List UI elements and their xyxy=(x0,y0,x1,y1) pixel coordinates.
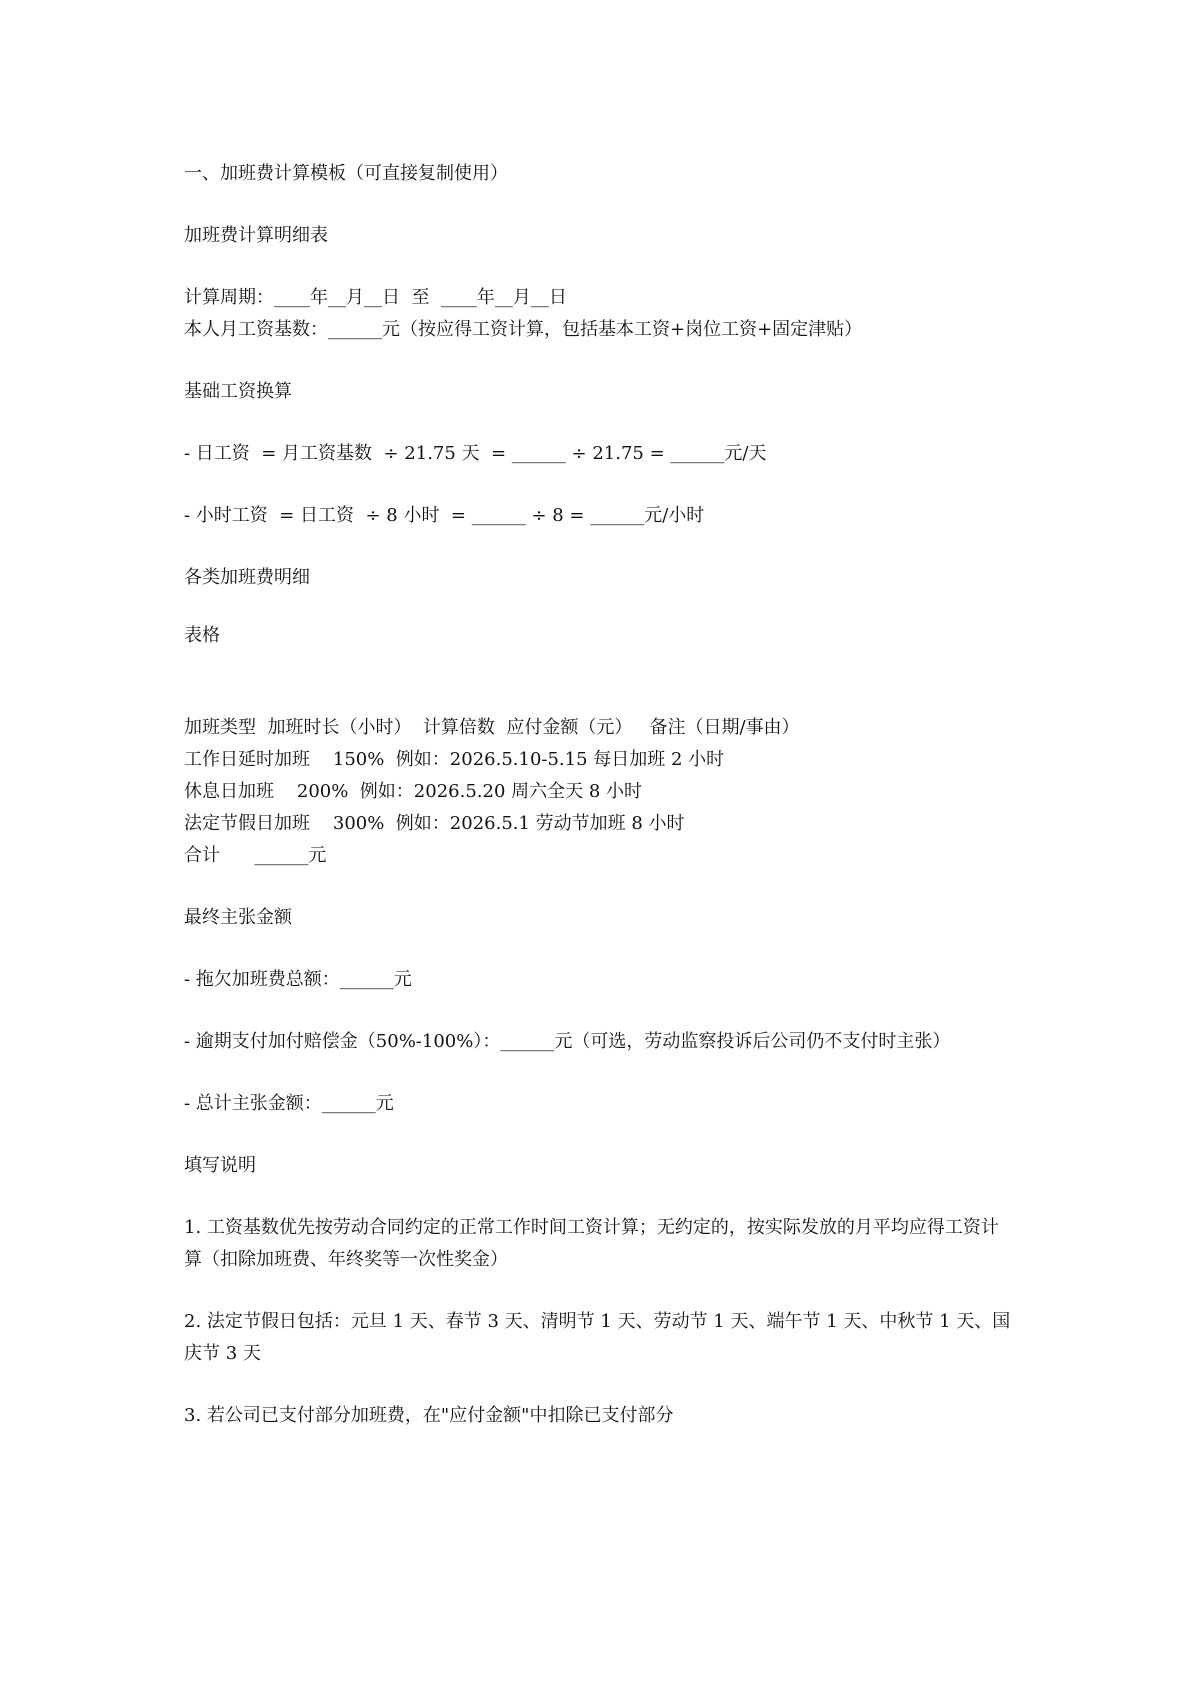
calculation-period: 计算周期：____年__月__日 至 ____年__月__日 xyxy=(184,287,567,308)
conversion-title: 基础工资换算 xyxy=(184,381,292,402)
note-item: 3. 若公司已支付部分加班费，在"应付金额"中扣除已支付部分 xyxy=(184,1405,674,1426)
note-item: 2. 法定节假日包括：元旦 1 天、春节 3 天、清明节 1 天、劳动节 1 天、端午节 1 天、中秋节 1 天、国庆节 3 天 xyxy=(184,1311,1011,1364)
table-row: 工作日延时加班 150% 例如：2026.5.10-5.15 每日加班 2 小时 xyxy=(184,749,725,770)
table-label: 表格 xyxy=(184,625,220,646)
daily-wage-formula: - 日工资 = 月工资基数 ÷ 21.75 天 = ______ ÷ 21.75 = ______元/天 xyxy=(184,443,767,464)
final-claim-title: 最终主张金额 xyxy=(184,907,292,928)
unpaid-total: - 拖欠加班费总额：______元 xyxy=(184,969,412,990)
hourly-wage-formula: - 小时工资 = 日工资 ÷ 8 小时 = ______ ÷ 8 = ______元/小时 xyxy=(184,505,705,526)
table-header: 加班类型 加班时长（小时） 计算倍数 应付金额（元） 备注（日期/事由） xyxy=(184,717,800,738)
monthly-base-salary: 本人月工资基数：______元（按应得工资计算，包括基本工资+岗位工资+固定津贴） xyxy=(184,319,863,340)
detail-title: 各类加班费明细 xyxy=(184,567,310,588)
late-compensation: - 逾期支付加付赔偿金（50%-100%）：______元（可选，劳动监察投诉后公司仍不支付时主张） xyxy=(184,1031,951,1052)
table-title: 加班费计算明细表 xyxy=(184,225,328,246)
document-content xyxy=(184,158,1014,1432)
table-row: 休息日加班 200% 例如：2026.5.20 周六全天 8 小时 xyxy=(184,781,643,802)
note-item: 1. 工资基数优先按劳动合同约定的正常工作时间工资计算；无约定的，按实际发放的月平均应得工资计算（扣除加班费、年终奖等一次性奖金） xyxy=(184,1217,999,1270)
table-row: 法定节假日加班 300% 例如：2026.5.1 劳动节加班 8 小时 xyxy=(184,813,685,834)
notes-title: 填写说明 xyxy=(184,1155,256,1176)
section-heading: 一、加班费计算模板（可直接复制使用） xyxy=(184,163,508,184)
grand-total: - 总计主张金额：______元 xyxy=(184,1093,394,1114)
table-total-row: 合计 ______元 xyxy=(184,845,327,866)
overtime-table xyxy=(184,712,1014,872)
